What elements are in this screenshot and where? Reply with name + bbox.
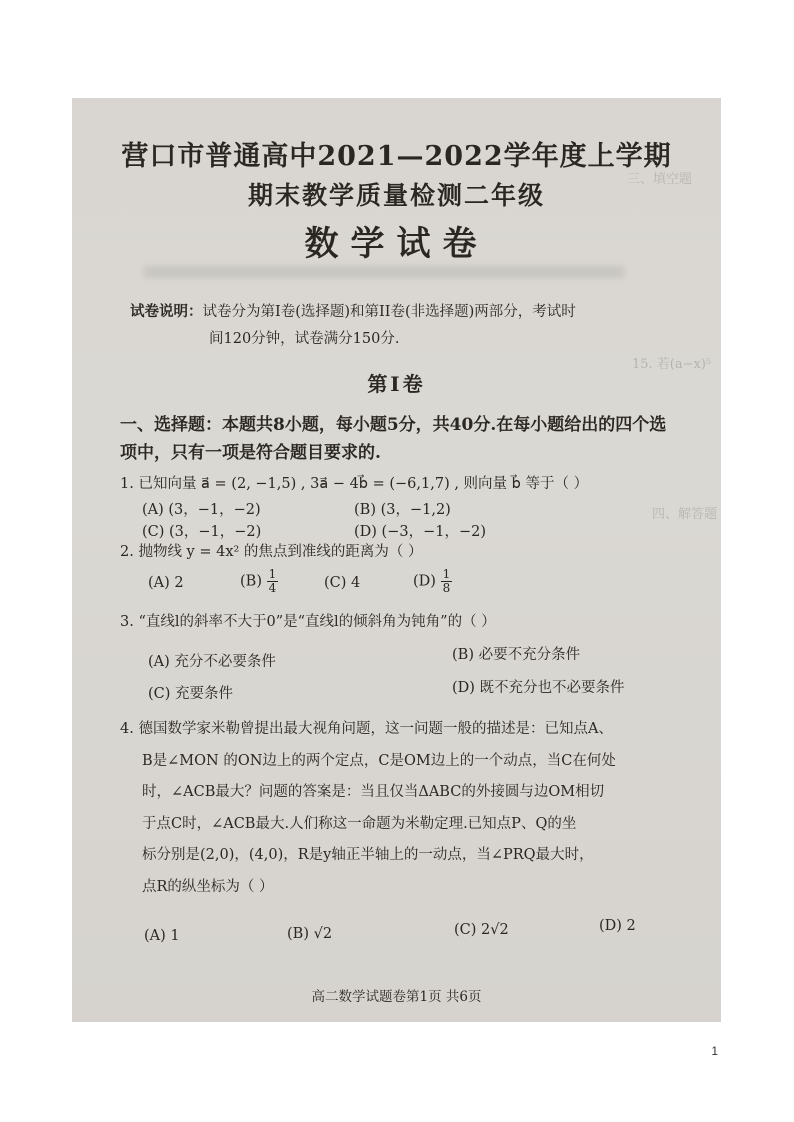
fraction-numerator: 1 (268, 567, 277, 581)
question-4-stem (120, 714, 680, 903)
instructions-text-1: 试卷分为第I卷(选择题)和第II卷(非选择题)两部分，考试时 (202, 304, 576, 320)
question-3-stem: 3. “直线l的斜率不大于0”是“直线l的倾斜角为钝角”的（ ） (120, 614, 496, 630)
question-4-line-1: 4. 德国数学家米勒曾提出最大视角问题，这一问题一般的描述是：已知点A、 (120, 721, 613, 737)
option-d-label: (D) (413, 573, 436, 590)
page-footer: 高二数学试题卷第1页 共6页 (311, 989, 482, 1005)
question-4-line-6: 点R的纵坐标为（ ） (142, 878, 274, 895)
bleed-through: 三、填空题 (627, 172, 693, 187)
question-3-option-d: (D) 既不充分也不必要条件 (452, 680, 625, 696)
fraction-denominator: 8 (442, 581, 451, 595)
instructions-label: 试卷说明： (130, 303, 203, 320)
blurred-line (144, 266, 624, 278)
question-4-line-5: 标分别是(2,0)，(4,0)，R是y轴正半轴上的一动点，当∠PRQ最大时， (142, 847, 594, 863)
question-4-line-2: B是∠MON 的ON边上的两个定点，C是OM边上的一个动点，当C在何处 (142, 752, 616, 769)
exam-photo (72, 98, 721, 1022)
question-3-option-a: (A) 充分不必要条件 (148, 654, 276, 670)
exam-instructions (130, 298, 690, 353)
question-4-line-3: 时，∠ACB最大？问题的答案是：当且仅当ΔABC的外接圆与边OM相切 (142, 784, 605, 800)
fraction-denominator: 4 (268, 581, 277, 595)
exam-title-line3: 数学试卷 (304, 224, 489, 264)
question-4-line-4: 于点C时，∠ACB最大.人们称这一命题为米勒定理.已知点P、Q的坐 (142, 815, 577, 832)
question-3-option-c: (C) 充要条件 (148, 686, 234, 702)
question-2-option-c: (C) 4 (324, 575, 361, 591)
question-1-stem: 1. 已知向量 a⃗ = (2, −1,5) , 3a⃗ − 4b⃗ = (−6,1,7) , 则向量 b⃗ 等于（ ） (120, 476, 589, 492)
page-number: 1 (711, 1044, 718, 1058)
question-2-stem: 2. 抛物线 y = 4x² 的焦点到准线的距离为（ ） (120, 544, 423, 560)
question-1-option-b: (B) (3，−1,2) (354, 502, 451, 518)
question-2-option-a: (A) 2 (148, 575, 184, 591)
instructions-text-2: 间120分钟，试卷满分150分. (209, 331, 400, 347)
question-4-option-b: (B) √2 (287, 926, 333, 942)
question-2-option-d (413, 568, 452, 595)
bleed-through: 15. 若(a−x)⁵ (632, 357, 712, 372)
question-1-option-d: (D) (−3，−1，−2) (354, 524, 486, 540)
fraction-one-eighth (441, 568, 453, 595)
exam-title-line1: 营口市普通高中2021—2022学年度上学期 (121, 141, 672, 172)
question-1-option-c: (C) (3，−1，−2) (142, 524, 262, 540)
bleed-through: 四、解答题 (652, 507, 718, 522)
section-heading: 一、选择题：本题共8小题，每小题5分，共40分.在每小题给出的四个选项中，只有一项是符合题目要求的. (120, 415, 667, 463)
question-2-option-b (240, 568, 278, 595)
question-4-option-a: (A) 1 (144, 928, 180, 944)
fraction-numerator: 1 (442, 567, 451, 581)
question-3-option-b: (B) 必要不充分条件 (452, 647, 581, 663)
volume-title: 第I卷 (367, 372, 426, 396)
question-1-option-a: (A) (3，−1，−2) (142, 502, 261, 518)
question-4-option-c: (C) 2√2 (454, 922, 509, 938)
option-b-label: (B) (240, 573, 262, 590)
fraction-one-quarter (267, 568, 279, 595)
exam-title-line2: 期末教学质量检测二年级 (247, 181, 545, 210)
question-4-option-d: (D) 2 (599, 918, 636, 934)
